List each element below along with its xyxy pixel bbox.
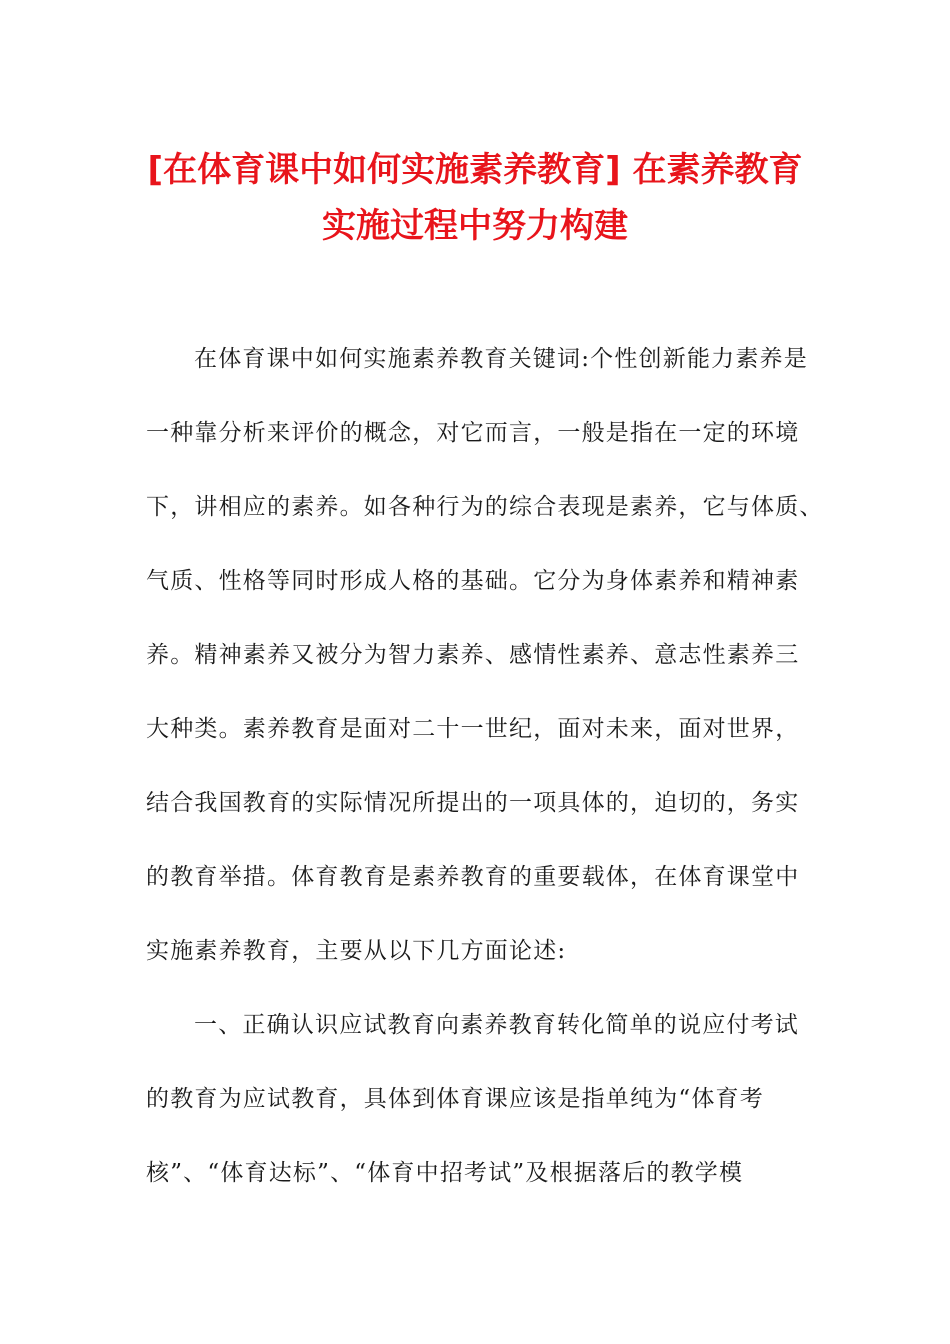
document-title (100, 142, 850, 254)
document-body (146, 322, 826, 1210)
body-line: 的教育举措。体育教育是素养教育的重要载体，在体育课堂中 (146, 864, 800, 890)
title-line-2: 实施过程中努力构建 (322, 206, 628, 246)
body-line: 下，讲相应的素养。如各种行为的综合表现是素养，它与体质、 (146, 494, 824, 520)
body-line: 结合我国教育的实际情况所提出的一项具体的，迫切的，务实 (146, 790, 800, 816)
body-line: 大种类。素养教育是面对二十一世纪，面对未来，面对世界， (146, 716, 800, 742)
title-line-1: [在体育课中如何实施素养教育] 在素养教育 (147, 150, 803, 190)
body-line: 实施素养教育，主要从以下几方面论述: (146, 938, 567, 964)
body-line: 的教育为应试教育，具体到体育课应该是指单纯为“体育考 (146, 1086, 764, 1112)
body-line: 核”、“体育达标”、“体育中招考试”及根据落后的教学模 (146, 1160, 744, 1186)
body-line: 气质、性格等同时形成人格的基础。它分为身体素养和精神素 (146, 568, 800, 594)
body-line: 养。精神素养又被分为智力素养、感情性素养、意志性素养三 (146, 642, 800, 668)
body-line: 一种靠分析来评价的概念，对它而言，一般是指在一定的环境 (146, 420, 800, 446)
body-line: 一、正确认识应试教育向素养教育转化简单的说应付考试 (194, 1012, 799, 1038)
body-line: 在体育课中如何实施素养教育关键词:个性创新能力素养是 (194, 346, 808, 372)
